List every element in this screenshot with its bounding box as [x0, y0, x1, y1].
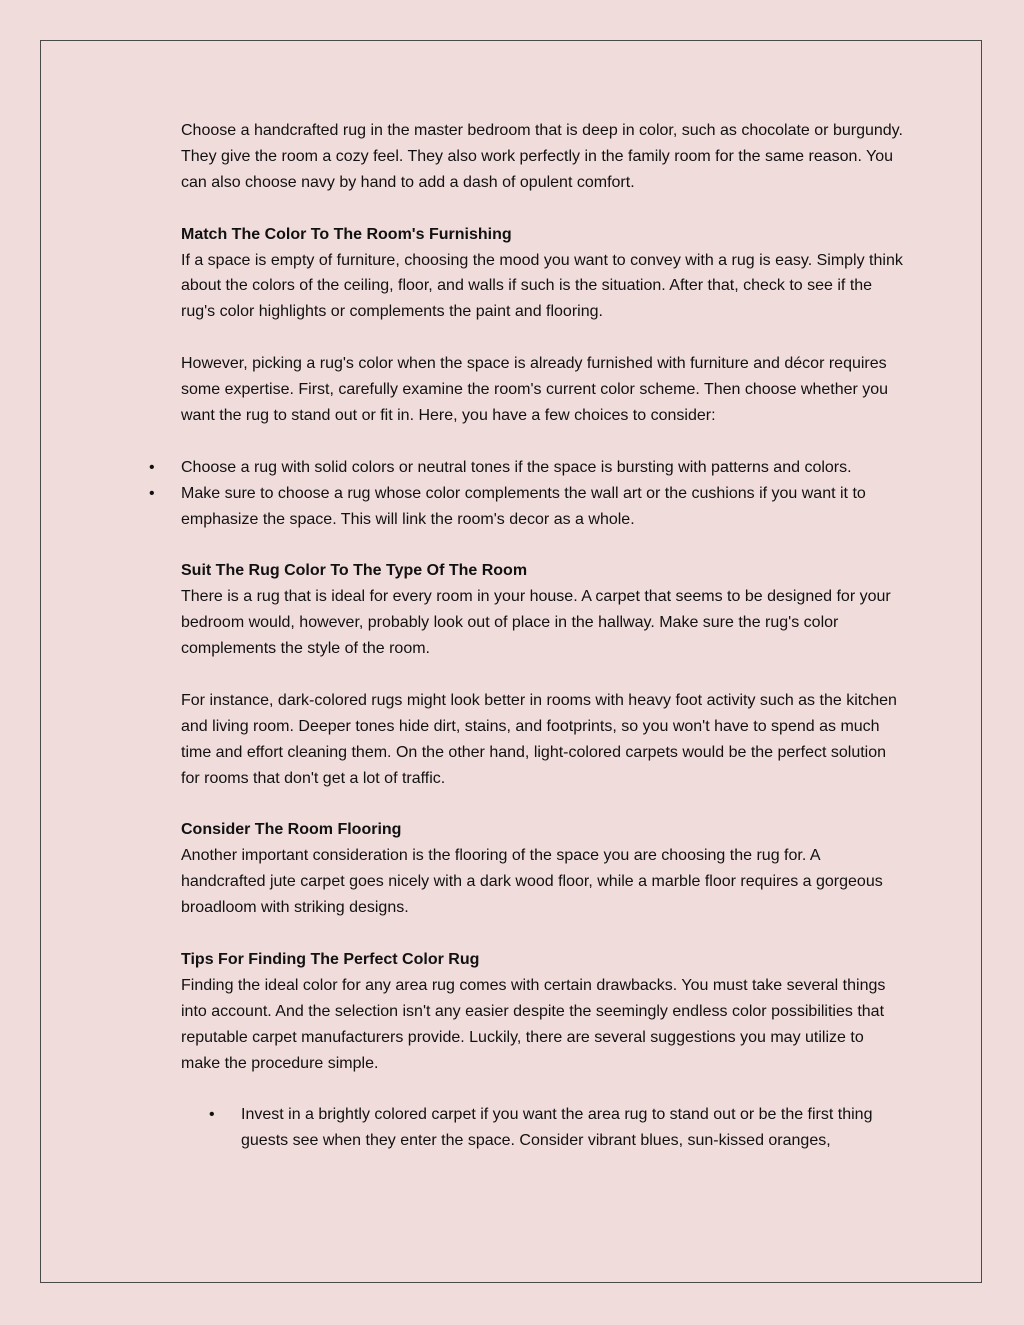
paragraph: There is a rug that is ideal for every room in your house. A carpet that seems to be designed for your bedroom would, however, probably look out of place in the hallway. Make sure the rug's color complements the style of the room.: [181, 588, 891, 658]
list-item: [149, 481, 906, 533]
list-item: [149, 455, 906, 481]
list-item: [209, 1102, 906, 1154]
bullet-icon: •: [149, 458, 155, 476]
paragraph: Finding the ideal color for any area rug comes with certain drawbacks. You must take several things into account. And the selection isn't any easier despite the seemingly endless color possibilities that reputable carpet manufacturers provide. Luckily, there are several suggestions you may utilize to make the procedure simple.: [181, 976, 886, 1072]
list-item-text: Invest in a brightly colored carpet if you want the area rug to stand out or be the first thing guests see when they enter the space. Consider vibrant blues, sun-kissed oranges,: [241, 1106, 873, 1150]
section-heading-tips: Tips For Finding The Perfect Color Rug: [181, 950, 480, 968]
paragraph: Another important consideration is the flooring of the space you are choosing the rug for. A handcrafted jute carpet goes nicely with a dark wood floor, while a marble floor requires a gorgeous broadloom with striking designs.: [181, 847, 883, 917]
bullet-icon: •: [149, 484, 155, 502]
section-heading-match-color: Match The Color To The Room's Furnishing: [181, 225, 512, 243]
intro-paragraph: Choose a handcrafted rug in the master bedroom that is deep in color, such as chocolate or burgundy. They give the room a cozy feel. They also work perfectly in the family room for the same reason. You can also choose navy by hand to add a dash of opulent comfort.: [181, 122, 903, 191]
list-item-text: Choose a rug with solid colors or neutral tones if the space is bursting with patterns and colors.: [181, 458, 852, 476]
bullet-icon: •: [209, 1106, 215, 1124]
document-body: [149, 118, 906, 1154]
list-item-text: Make sure to choose a rug whose color complements the wall art or the cushions if you want it to emphasize the space. This will link the room's decor as a whole.: [181, 484, 866, 528]
paragraph: If a space is empty of furniture, choosing the mood you want to convey with a rug is easy. Simply think about the colors of the ceiling, floor, and walls if such is the situation. After that, check to see if the rug's color highlights or complements the paint and flooring.: [181, 251, 903, 321]
section-heading-room-flooring: Consider The Room Flooring: [181, 821, 402, 839]
section-heading-suit-rug-color: Suit The Rug Color To The Type Of The Room: [181, 562, 528, 580]
paragraph: However, picking a rug's color when the space is already furnished with furniture and décor requires some expertise. First, carefully examine the room's current color scheme. Then choose whether you want the rug to stand out or fit in. Here, you have a few choices to consider:: [181, 355, 889, 424]
paragraph: For instance, dark-colored rugs might look better in rooms with heavy foot activity such as the kitchen and living room. Deeper tones hide dirt, stains, and footprints, so you won't have to spend as much time and effort cleaning them. On the other hand, light-colored carpets would be the perfect solution for rooms that don't get a lot of traffic.: [181, 691, 897, 787]
